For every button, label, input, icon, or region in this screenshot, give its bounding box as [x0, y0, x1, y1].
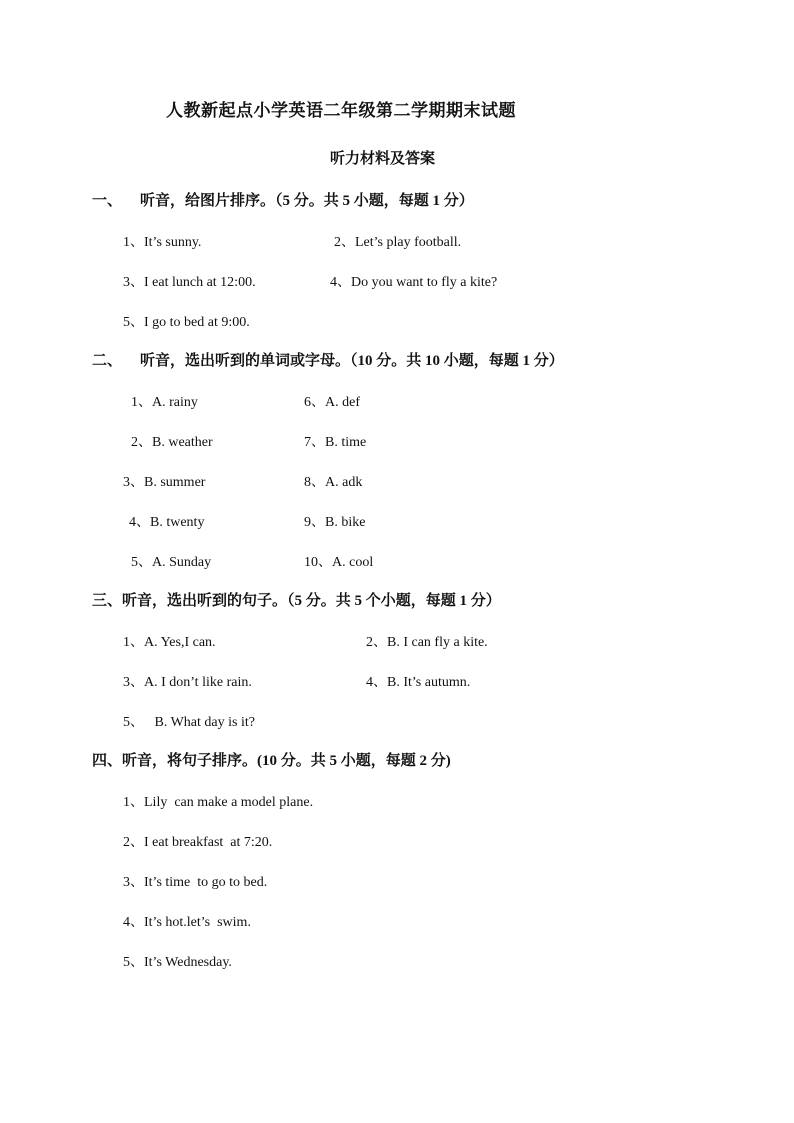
section-2-item-6: 6、A. def [304, 395, 360, 410]
section-2-item-9: 9、B. bike [304, 515, 366, 530]
section-4-item-5: 5、It’s Wednesday. [123, 955, 232, 970]
section-2-item-4: 4、B. twenty [129, 515, 205, 530]
section-1-item-4: 4、Do you want to fly a kite? [330, 275, 498, 290]
section-2-item-3: 3、B. summer [123, 475, 206, 490]
section-2-item-5: 5、A. Sunday [131, 555, 212, 570]
section-1-item-1: 1、It’s sunny. [123, 235, 202, 250]
page-title: 人教新起点小学英语二年级第二学期期末试题 [166, 101, 516, 120]
section-4-item-4: 4、It’s hot.let’s swim. [123, 915, 251, 930]
section-1-item-3: 3、I eat lunch at 12:00. [123, 275, 256, 290]
section-2-item-7: 7、B. time [304, 435, 367, 450]
section-2-number: 二、 [92, 353, 123, 369]
section-4-item-1: 1、Lily can make a model plane. [123, 795, 314, 810]
section-2-item-10: 10、A. cool [304, 555, 374, 570]
section-3-item-4: 4、B. It’s autumn. [366, 675, 471, 690]
section-2-title: 听音，选出听到的单词或字母。（10 分。共 10 小题，每题 1 分） [140, 353, 564, 369]
section-4-item-3: 3、It’s time to go to bed. [123, 875, 268, 890]
section-2-item-2: 2、B. weather [131, 435, 213, 450]
section-3-item-5: 5、 B. What day is it? [123, 715, 255, 730]
section-3-item-2: 2、B. I can fly a kite. [366, 635, 488, 650]
section-2-item-1: 1、A. rainy [131, 395, 198, 410]
section-1-item-5: 5、I go to bed at 9:00. [123, 315, 250, 330]
section-3-heading: 三、听音，选出听到的句子。（5 分。共 5 个小题，每题 1 分） [92, 593, 501, 609]
section-1-number: 一、 [92, 193, 123, 209]
section-4-item-2: 2、I eat breakfast at 7:20. [123, 835, 273, 850]
section-2-item-8: 8、A. adk [304, 475, 363, 490]
section-1-item-2: 2、Let’s play football. [334, 235, 462, 250]
section-4-heading: 四、听音，将句子排序。(10 分。共 5 小题，每题 2 分) [92, 753, 451, 769]
section-2-heading [92, 349, 564, 370]
section-1-heading [92, 189, 474, 210]
section-3-item-1: 1、A. Yes,I can. [123, 635, 216, 650]
section-3-item-3: 3、A. I don’t like rain. [123, 675, 252, 690]
section-1-title: 听音，给图片排序。（5 分。共 5 小题，每题 1 分） [140, 193, 474, 209]
page-subtitle: 听力材料及答案 [330, 151, 436, 167]
